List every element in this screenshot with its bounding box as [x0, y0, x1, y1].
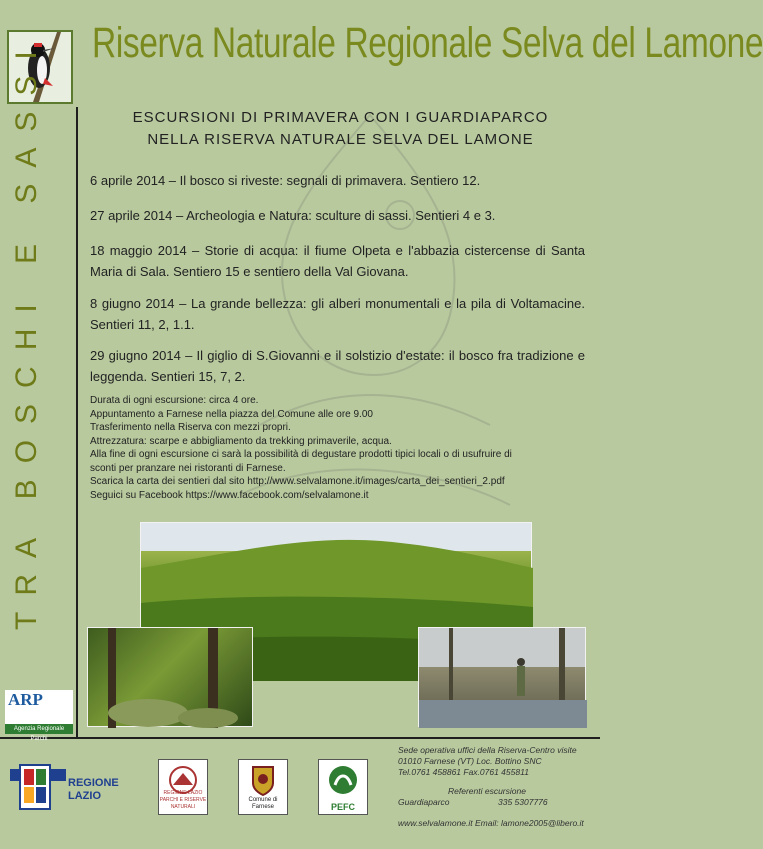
info-line: Alla fine di ogni escursione ci sarà la possibilità di degustare prodotti tipici locali o di usufruire di [90, 449, 512, 460]
event-item: 18 maggio 2014 – Storie di acqua: il fiume Olpeta e l'abbazia cistercense di Santa Maria di Sala. Sentiero 15 e sentiero della Val Giovana. [90, 243, 585, 279]
contact-line: Sede operativa uffici della Riserva-Centro visite [398, 745, 577, 755]
regione-lazio-text [68, 777, 119, 803]
contact-web: www.selvalamone.it Email: lamone2005@libero.it [398, 818, 584, 828]
event-item: 29 giugno 2014 – Il giglio di S.Giovanni e il solstizio d'estate: il bosco fra tradizione e leggenda. Sentieri 15, 7, 2. [90, 348, 585, 384]
comune-farnese-text: Comune di Farnese [248, 797, 278, 810]
contact-line: Referenti escursione [448, 786, 526, 796]
comune-farnese-logo [238, 759, 288, 815]
pefc-text: PEFC [330, 802, 355, 812]
arp-logo-subtitle: Agenzia Regionale Parchi [5, 724, 73, 734]
vertical-divider [76, 107, 78, 737]
parchi-riserve-logo [158, 759, 208, 815]
side-slogan: TRA BOSCHI E SASSI [10, 35, 43, 630]
parchi-riserve-text: REGIONE LAZIO PARCHI E RISERVE NATURALI [159, 790, 207, 810]
info-line: Attrezzatura: scarpe e abbigliamento da trekking primaverile, acqua. [90, 435, 392, 447]
guardiaparco-river-photo [418, 627, 586, 727]
regione-line-2: LAZIO [68, 790, 101, 802]
arp-logo-text: ARP [8, 690, 43, 709]
info-line: Durata di ogni escursione: circa 4 ore. [90, 395, 259, 406]
contact-line: Tel.0761 458861 Fax.0761 455811 [398, 767, 529, 777]
practical-info [90, 394, 585, 502]
horizontal-divider [0, 737, 600, 739]
event-item: 27 aprile 2014 – Archeologia e Natura: sculture di sassi. Sentieri 4 e 3. [90, 208, 496, 223]
headline-line-2: NELLA RISERVA NATURALE SELVA DEL LAMONE [147, 131, 534, 148]
event-item: 8 giugno 2014 – La grande bellezza: gli alberi monumentali e la pila di Voltamacine. Sentieri 11, 2, 1.1. [90, 296, 585, 332]
info-line: Seguici su Facebook https://www.facebook.com/selvalamone.it [90, 489, 369, 501]
contact-phone: 335 5307776 [498, 797, 548, 807]
lazio-crest-icon [10, 765, 66, 809]
headline-line-1: ESCURSIONI DI PRIMAVERA CON I GUARDIAPARCO [132, 109, 549, 126]
info-line: Trasferimento nella Riserva con mezzi propri. [90, 422, 291, 433]
pefc-logo [318, 759, 368, 815]
arp-logo [5, 690, 73, 742]
info-line: Scarica la carta dei sentieri dal sito http://www.selvalamone.it/images/carta_dei_sentieri_2.pdf [90, 476, 505, 487]
event-item: 6 aprile 2014 – Il bosco si riveste: segnali di primavera. Sentiero 12. [90, 173, 481, 188]
rocks-forest-photo [87, 627, 253, 727]
info-line: sconti per pranzare nei ristoranti di Farnese. [90, 462, 286, 474]
contact-line: Guardiaparco [398, 797, 450, 807]
regione-line-1: REGIONE [68, 777, 119, 789]
page-title: Riserva Naturale Regionale Selva del Lamone [92, 19, 763, 67]
contact-line: 01010 Farnese (VT) Loc. Bottino SNC [398, 756, 542, 766]
info-line: Appuntamento a Farnese nella piazza del Comune alle ore 9.00 [90, 408, 373, 420]
regione-lazio-logo [10, 765, 130, 809]
